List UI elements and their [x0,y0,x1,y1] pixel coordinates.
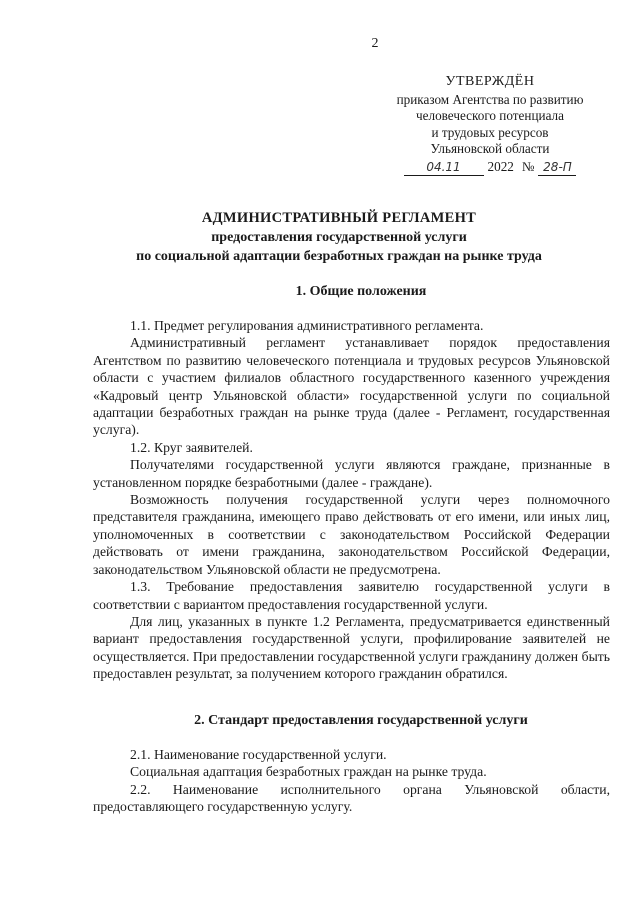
document-title [0,209,640,266]
approval-line: Ульяновской области [430,141,550,156]
approval-date-line [360,159,620,177]
handwritten-date: 04.11 [404,159,484,177]
paragraph: Административный регламент устанавливает порядок предоставления Агентством по развитию человеческого потенциала и трудовых ресурсов Ульяновской области с участием филиалов областного государственного казенного учреждения «Кадровый центр Ульяновской области» государственной услуги по социальной адаптации безработных граждан на рынке труда (далее - Регламент, государственная услуга). [93,335,610,438]
paragraph: 2.2. Наименование исполнительного органа Ульяновской области, предоставляющего государственную услугу. [93,781,610,815]
section-2-heading: 2. Стандарт предоставления государственной услуги [194,713,528,728]
handwritten-number: 28-П [538,159,576,177]
paragraph: Получателями государственной услуги являются граждане, признанные в установленном порядке безработными (далее - граждане). [93,457,610,490]
paragraph: 2.1. Наименование государственной услуги. [130,747,387,762]
number-sign: № [521,158,535,174]
paragraph: Для лиц, указанных в пункте 1.2 Регламента, предусматривается единственный вариант предоставления государственной услуги, профилирование заявителей не осуществляется. При предоставлении государственной услуги гражданину должен быть предоставлен результат, за получением которого гражданин обратился. [93,613,610,682]
title-line-2: предоставления государственной услуги [211,230,467,245]
section-1-heading: 1. Общие положения [295,284,427,299]
title-line-3: по социальной адаптации безработных граждан на рынке труда [136,249,542,264]
approval-stamp [360,74,620,176]
approval-line: приказом Агентства по развитию [396,91,584,107]
page-number: 2 [371,36,379,51]
approval-year: 2022 [487,158,514,174]
section-2-body [93,746,610,816]
paragraph: 1.3. Требование предоставления заявителю государственной услуги в соответствии с вариантом предоставления государственной услуги. [93,579,610,612]
title-line-1: АДМИНИСТРАТИВНЫЙ РЕГЛАМЕНТ [201,210,477,226]
paragraph: 1.1. Предмет регулирования административного регламента. [130,318,484,333]
approval-line: человеческого потенциала [416,108,564,123]
approval-heading: УТВЕРЖДЁН [445,74,535,89]
paragraph: Социальная адаптация безработных граждан на рынке труда. [130,764,487,780]
approval-line: и трудовых ресурсов [431,124,549,140]
paragraph: 1.2. Круг заявителей. [130,439,253,455]
section-1-body [93,317,610,683]
paragraph: Возможность получения государственной услуги через полномочного представителя гражданина, имеющего право действовать от его имени, или иных лиц, уполномоченных в соответствии с законодательством Российской Федерации действовать от имени гражданина, законодательством Российской Федерации, законодательством Ульяновской области не предусмотрена. [93,492,610,577]
